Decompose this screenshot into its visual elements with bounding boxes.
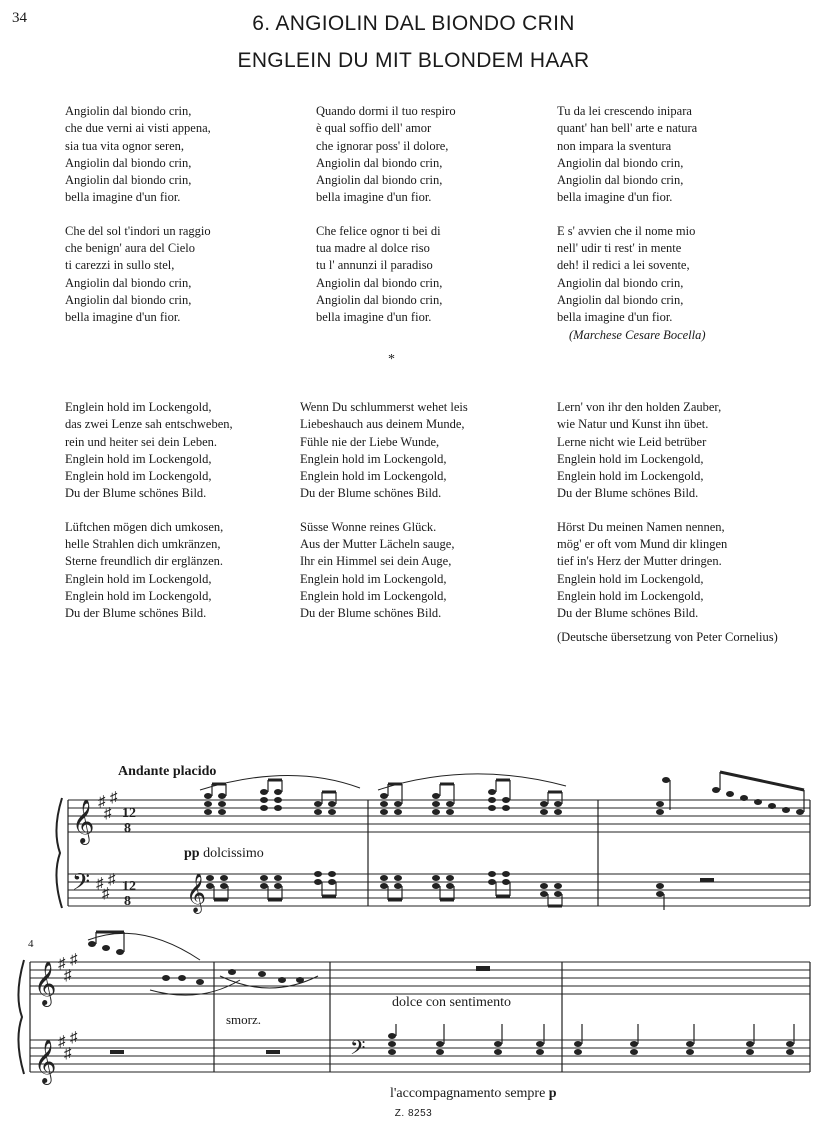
separator-star: * — [388, 352, 395, 367]
verse-line: Du der Blume schönes Bild. — [65, 486, 207, 501]
svg-text:12: 12 — [122, 806, 136, 821]
verse-line: Angiolin dal biondo crin, — [65, 104, 192, 118]
verse-line: Englein hold im Lockengold, — [65, 571, 212, 586]
verse-line: non impara la sventura — [557, 138, 672, 153]
verse-line: Ihr ein Himmel sei dein Auge, — [300, 554, 452, 569]
verse-line: das zwei Lenze sah entschweben, — [65, 417, 233, 432]
verse-line: bella imagine d'un fior. — [557, 190, 673, 205]
verse-line: Englein hold im Lockengold, — [557, 571, 704, 586]
verse-line: Hörst Du meinen Namen nennen, — [557, 519, 725, 534]
verse-line: Lern' von ihr den holden Zauber, — [557, 400, 722, 414]
verse-line: Angiolin dal biondo crin, — [65, 155, 192, 170]
treble-clef-icon: 𝄞 — [186, 875, 207, 912]
svg-text:♯: ♯ — [58, 1034, 66, 1050]
verse-line: Che del sol t'indori un raggio — [65, 223, 211, 238]
chord-notes — [88, 777, 804, 1055]
verse-line: Angiolin dal biondo crin, — [557, 155, 684, 170]
verse-line: sia tua vita ognor seren, — [65, 138, 185, 153]
svg-text:♯: ♯ — [58, 956, 66, 972]
verse-line: deh! il redici a lei sovente, — [557, 258, 690, 273]
tempo-marking: Andante placido — [118, 764, 217, 779]
verse-line: Englein hold im Lockengold, — [300, 451, 447, 466]
treble-clef-icon: 𝄞 — [34, 963, 57, 1005]
verse-line: Fühle nie der Liebe Wunde, — [300, 434, 440, 449]
svg-text:8: 8 — [124, 821, 131, 836]
verse-line: tief in's Herz der Mutter dringen. — [557, 554, 722, 569]
verse-line: bella imagine d'un fior. — [316, 190, 432, 205]
svg-text:♯: ♯ — [98, 794, 106, 810]
verse-line: che due verni ai visti appena, — [65, 121, 211, 136]
dynamic-marking — [184, 846, 264, 862]
verse-line: Angiolin dal biondo crin, — [557, 275, 684, 290]
verse-line: Englein hold im Lockengold, — [557, 451, 704, 466]
smorz-marking: smorz. — [226, 1012, 262, 1027]
verse-line: Tu da lei crescendo inipara — [557, 104, 692, 118]
svg-text:♯: ♯ — [104, 806, 112, 822]
svg-text:♯: ♯ — [70, 1030, 78, 1046]
verse-line: Wenn Du schlummerst wehet leis — [300, 400, 468, 414]
verse-line: Du der Blume schönes Bild. — [300, 486, 442, 501]
svg-text:8: 8 — [124, 894, 131, 909]
verse-line: Aus der Mutter Lächeln sauge, — [300, 537, 455, 552]
plate-number: Z. 8253 — [394, 1108, 433, 1119]
verse-line: Englein hold im Lockengold, — [65, 451, 212, 466]
dynamic-pp: pp — [184, 846, 200, 861]
verse-line: rein und heiter sei dein Leben. — [65, 434, 218, 449]
svg-text:♯: ♯ — [64, 1046, 72, 1062]
verse-line: helle Strahlen dich umkränzen, — [65, 537, 221, 552]
svg-text:♯: ♯ — [96, 876, 104, 892]
svg-text:12: 12 — [122, 879, 136, 894]
svg-text:♯: ♯ — [110, 790, 118, 806]
verse-line: Englein hold im Lockengold, — [65, 588, 212, 603]
verse-line: Englein hold im Lockengold, — [557, 469, 704, 484]
verse-line: Englein hold im Lockengold, — [300, 588, 447, 603]
german-attribution: (Deutsche übersetzung von Peter Cornelius) — [557, 629, 778, 644]
verse-line: mög' er oft vom Mund dir klingen — [557, 537, 728, 552]
verse-line: Angiolin dal biondo crin, — [316, 173, 443, 188]
verse-line: wie Natur und Kunst ihn übet. — [557, 417, 709, 432]
brace-icon — [18, 960, 24, 1074]
verse-line: Angiolin dal biondo crin, — [557, 173, 684, 188]
verse-line: bella imagine d'un fior. — [65, 190, 181, 205]
verse-line: Quando dormi il tuo respiro — [316, 104, 456, 118]
verse-line: tu l' annunzi il paradiso — [316, 258, 433, 273]
verse-line: Englein hold im Lockengold, — [300, 571, 447, 586]
verse-line: Englein hold im Lockengold, — [557, 588, 704, 603]
verse-line: Du der Blume schönes Bild. — [557, 486, 699, 501]
accompaniment-text: l'accompagnamento sempre — [390, 1086, 546, 1101]
verse-line: è qual soffio dell' amor — [316, 121, 432, 136]
verse-line: Englein hold im Lockengold, — [65, 469, 212, 484]
verse-line: quant' han bell' arte e natura — [557, 121, 698, 136]
dolce-marking: dolce con sentimento — [392, 995, 511, 1010]
verse-line: Angiolin dal biondo crin, — [65, 275, 192, 290]
verse-line: E s' avvien che il nome mio — [557, 223, 696, 238]
accompaniment-marking — [390, 1086, 557, 1102]
svg-text:♯: ♯ — [108, 872, 116, 888]
accompaniment-dynamic: p — [548, 1086, 557, 1101]
verse-line: Angiolin dal biondo crin, — [65, 292, 192, 307]
treble-clef-icon: 𝄞 — [34, 1041, 57, 1083]
verse-line: Sterne freundlich dir erglänzen. — [65, 554, 224, 569]
verse-line: Süsse Wonne reines Glück. — [300, 519, 437, 534]
verse-line: Angiolin dal biondo crin, — [316, 155, 443, 170]
verse-line: tua madre al dolce riso — [316, 241, 430, 256]
verse-line: Liebeshauch aus deinem Munde, — [300, 417, 465, 432]
verse-line: Du der Blume schönes Bild. — [557, 606, 699, 621]
time-signature — [122, 806, 136, 909]
verse-line: Lerne nicht wie Leid betrüber — [557, 434, 707, 449]
verse-line: Englein hold im Lockengold, — [300, 469, 447, 484]
verse-line: che benign' aura del Cielo — [65, 241, 195, 256]
verse-line: Angiolin dal biondo crin, — [65, 173, 192, 188]
verse-line: bella imagine d'un fior. — [557, 310, 673, 325]
title-italian: 6. ANGIOLIN DAL BIONDO CRIN — [252, 12, 575, 35]
measure-number: 4 — [28, 938, 34, 950]
expression-dolcissimo: dolcissimo — [203, 846, 264, 861]
verse-line: nell' udir ti rest' in mente — [557, 241, 682, 256]
verse-line: Englein hold im Lockengold, — [65, 400, 212, 414]
brace-icon — [56, 798, 62, 908]
verse-line: Angiolin dal biondo crin, — [557, 292, 684, 307]
verse-line: Du der Blume schönes Bild. — [65, 606, 207, 621]
verse-line: Angiolin dal biondo crin, — [316, 292, 443, 307]
verse-line: Angiolin dal biondo crin, — [316, 275, 443, 290]
bass-clef-icon: 𝄢 — [350, 1038, 366, 1064]
treble-clef-icon: 𝄞 — [72, 801, 95, 843]
verse-line: Lüftchen mögen dich umkosen, — [65, 519, 224, 534]
svg-text:♯: ♯ — [102, 886, 110, 902]
svg-text:♯: ♯ — [70, 952, 78, 968]
verse-line: Che felice ognor ti bei di — [316, 223, 441, 238]
verse-line: bella imagine d'un fior. — [65, 310, 181, 325]
bass-clef-icon: 𝄢 — [72, 870, 91, 901]
svg-text:♯: ♯ — [64, 968, 72, 984]
title-german: ENGLEIN DU MIT BLONDEM HAAR — [237, 49, 590, 72]
verse-line: che ignorar poss' il dolore, — [316, 138, 449, 153]
verse-line: Du der Blume schönes Bild. — [300, 606, 442, 621]
verse-line: bella imagine d'un fior. — [316, 310, 432, 325]
verse-line: ti carezzi in sullo stel, — [65, 258, 175, 273]
page-number: 34 — [12, 10, 27, 26]
italian-attribution: (Marchese Cesare Bocella) — [569, 327, 706, 342]
